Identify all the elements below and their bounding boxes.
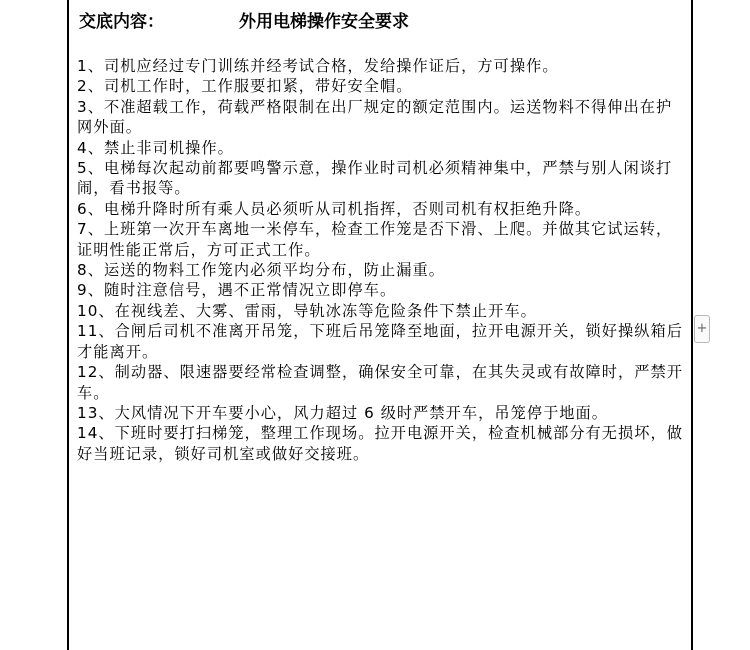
document-title: 外用电梯操作安全要求 [239, 12, 409, 32]
header-label: 交底内容： [79, 12, 164, 32]
requirement-item: 2、司机工作时，工作服要扣紧，带好安全帽。 [77, 77, 413, 96]
requirement-item: 3、不准超载工作，荷载严格限制在出厂规定的额定范围内。运送物料不得伸出在护网外面。 [77, 97, 673, 137]
requirement-item: 11、合闸后司机不准离开吊笼，下班后吊笼降至地面，拉开电源开关，锁好操纵箱后才能离开。 [77, 322, 683, 361]
requirement-item: 13、大风情况下开车要小心，风力超过 6 级时严禁开车，吊笼停于地面。 [77, 403, 609, 422]
requirement-item: 14、下班时要打扫梯笼，整理工作现场。拉开电源开关，检查机械部分有无损坏，做好当班记录，锁好司机室或做好交接班。 [77, 424, 683, 463]
requirement-item: 6、电梯升降时所有乘人员必须听从司机指挥，否则司机有权拒绝升降。 [77, 199, 592, 218]
requirement-item: 8、运送的物料工作笼内必须平均分布，防止漏重。 [77, 261, 445, 280]
requirement-item: 7、上班第一次开车离地一米停车，检查工作笼是否下滑、上爬。并做其它试运转，证明性能正常后，方可正式工作。 [77, 220, 673, 259]
header-row [79, 10, 409, 34]
requirement-item: 9、随时注意信号，遇不正常情况立即停车。 [77, 281, 397, 300]
expand-button[interactable] [694, 315, 710, 343]
requirement-item: 12、制动器、限速器要经常检查调整，确保安全可靠，在其失灵或有故障时，严禁开车。 [77, 363, 683, 402]
requirement-item: 5、电梯每次起动前都要鸣警示意，操作业时司机必须精神集中，严禁与别人闲谈打闹，看书报等。 [77, 159, 673, 198]
requirement-item: 10、在视线差、大雾、雷雨，导轨冰冻等危险条件下禁止开车。 [77, 301, 537, 320]
requirement-item: 4、禁止非司机操作。 [77, 138, 234, 157]
requirement-item: 1、司机应经过专门训练并经考试合格，发给操作证后，方可操作。 [77, 57, 559, 75]
requirements-list [77, 56, 685, 464]
document-cell [67, 0, 693, 650]
plus-icon: + [696, 321, 708, 336]
